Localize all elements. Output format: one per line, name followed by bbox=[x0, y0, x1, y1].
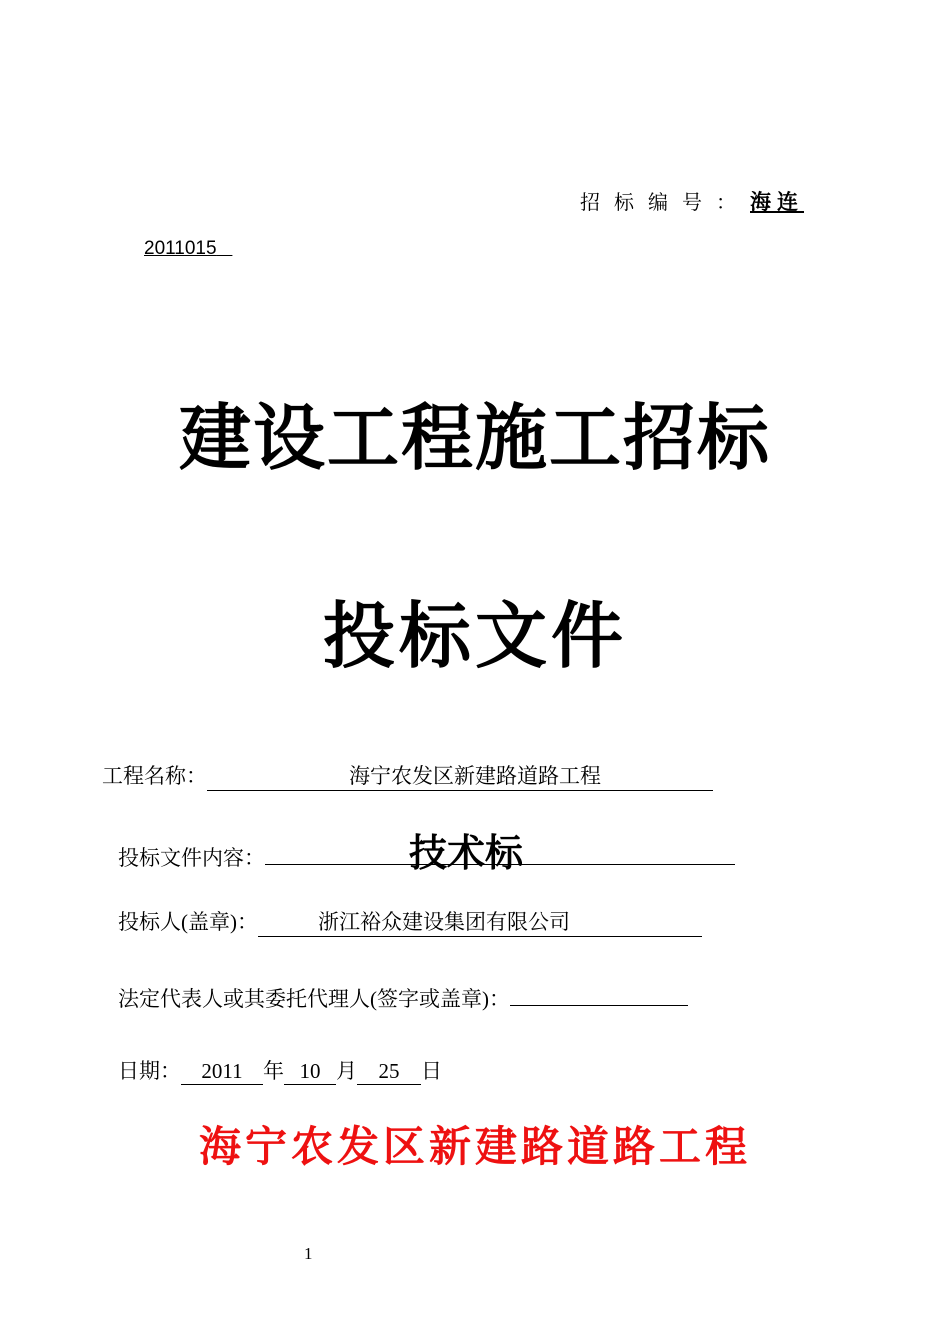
bidder-field bbox=[118, 906, 702, 937]
document-title-line2: 投标文件 bbox=[322, 597, 627, 677]
bid-number-row bbox=[580, 186, 804, 216]
date-day-unit: 日 bbox=[421, 1059, 442, 1083]
date-day: 25 bbox=[357, 1059, 421, 1085]
bid-content-field bbox=[118, 833, 735, 875]
bid-number-label: 招标编号： bbox=[580, 192, 750, 214]
date-label: 日期： bbox=[118, 1059, 181, 1083]
project-name-underline bbox=[207, 760, 713, 791]
page-number: 1 bbox=[304, 1244, 313, 1263]
footer-project-title: 海宁农发区新建路道路工程 bbox=[198, 1123, 751, 1170]
document-title-line1: 建设工程施工招标 bbox=[178, 399, 771, 479]
date-month: 10 bbox=[284, 1059, 336, 1085]
bid-number-value-line1: 海连 bbox=[750, 190, 804, 214]
bid-content-value: 技术标 bbox=[409, 833, 524, 875]
bidder-underline bbox=[258, 906, 702, 937]
project-name-value: 海宁农发区新建路道路工程 bbox=[349, 764, 601, 788]
bid-number-value-line2: 2011015 bbox=[144, 238, 217, 259]
date-month-unit: 月 bbox=[336, 1059, 357, 1083]
bid-content-label: 投标文件内容： bbox=[118, 846, 265, 870]
project-name-label: 工程名称： bbox=[102, 764, 207, 788]
project-name-field bbox=[102, 760, 713, 791]
date-year-unit: 年 bbox=[263, 1059, 284, 1083]
bidder-value: 浙江裕众建设集团有限公司 bbox=[318, 910, 570, 934]
bid-content-underline bbox=[265, 833, 735, 875]
representative-signature-line bbox=[510, 983, 688, 1006]
representative-label: 法定代表人或其委托代理人(签字或盖章)： bbox=[118, 987, 510, 1011]
date-field bbox=[118, 1055, 442, 1085]
bidder-label: 投标人(盖章)： bbox=[118, 910, 258, 934]
representative-field bbox=[118, 983, 688, 1013]
date-year: 2011 bbox=[181, 1059, 263, 1085]
